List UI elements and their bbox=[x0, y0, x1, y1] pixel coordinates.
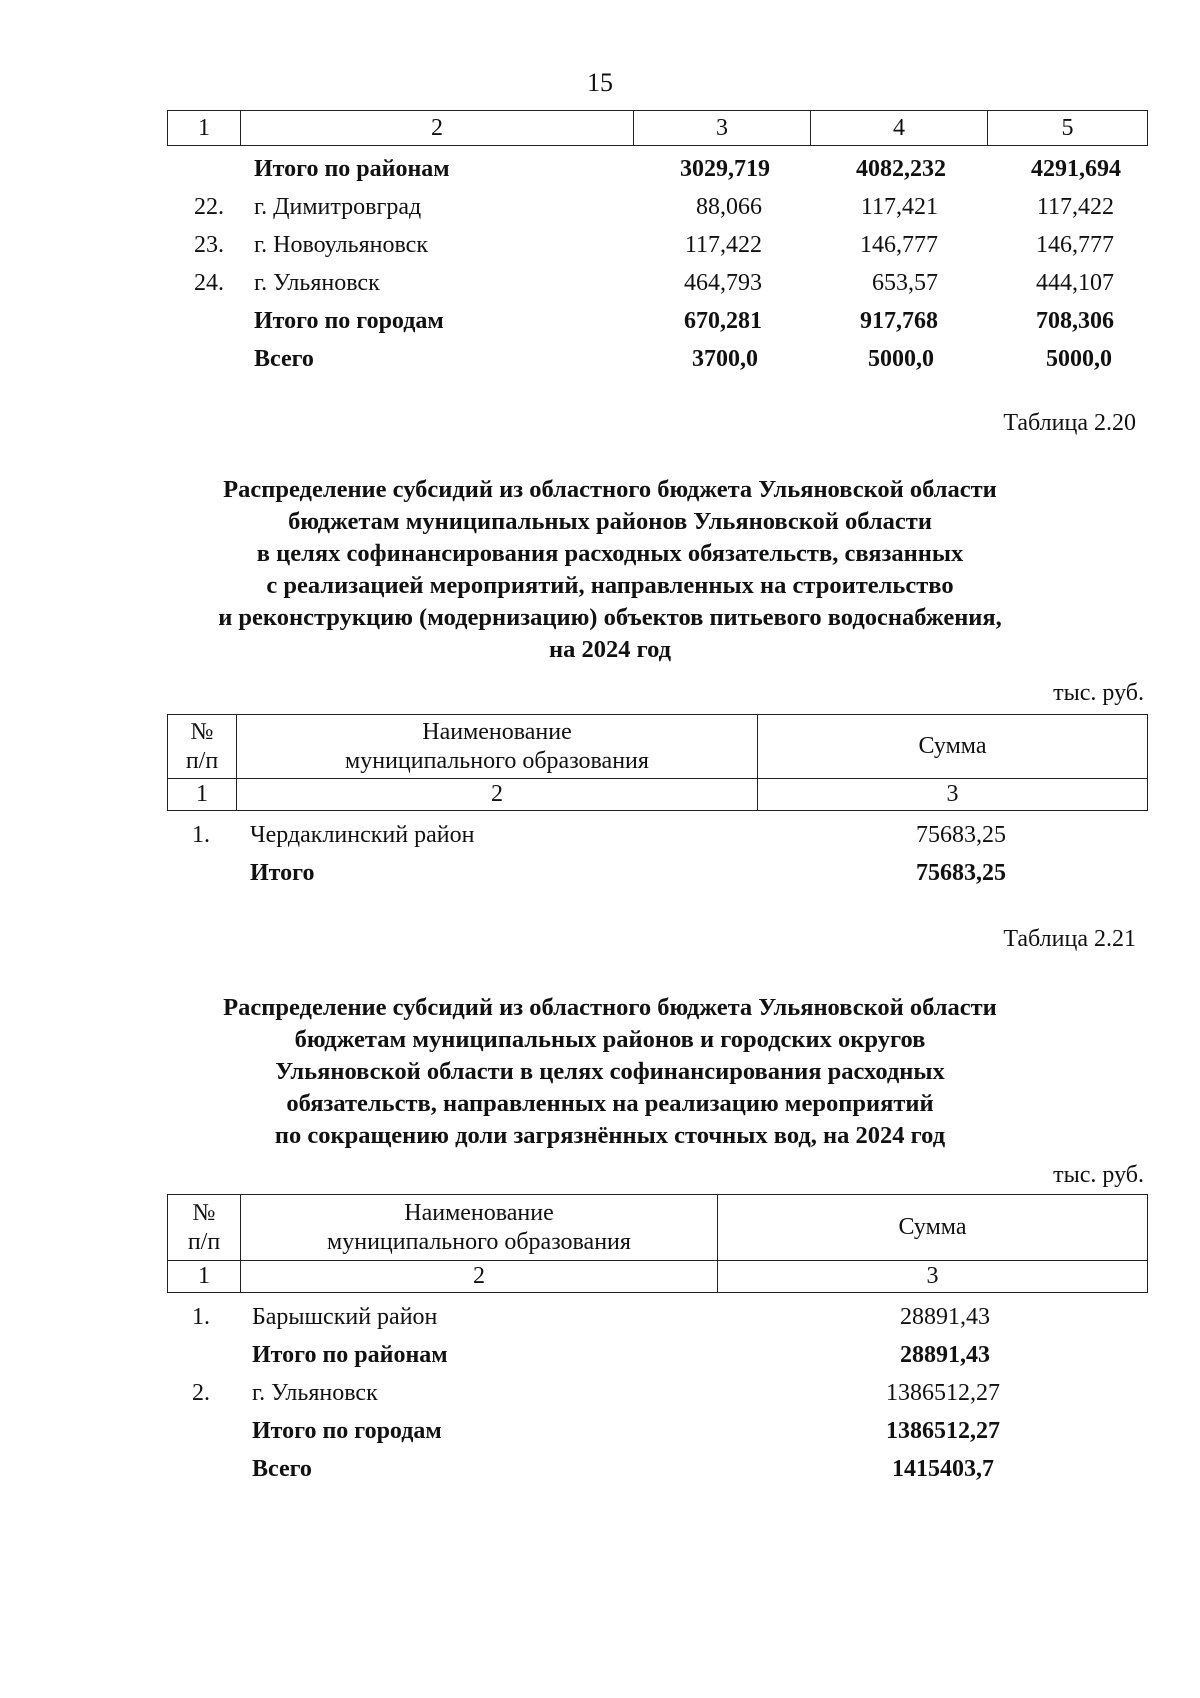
table1-header-cell: 5 bbox=[988, 111, 1148, 146]
table1-header bbox=[167, 110, 1148, 146]
col-name-line: муниципального образования bbox=[327, 1228, 631, 1255]
col-num-header bbox=[168, 1195, 241, 1261]
row-number: 2. bbox=[192, 1380, 210, 1406]
row-sum: 1415403,7 bbox=[892, 1456, 994, 1482]
row-name: г. Димитровград bbox=[254, 194, 422, 220]
col-name-header bbox=[237, 715, 758, 779]
index-cell: 2 bbox=[237, 779, 758, 811]
table-row bbox=[0, 1300, 1200, 1334]
table-row bbox=[0, 190, 1200, 224]
table1-header-cell: 4 bbox=[811, 111, 988, 146]
row-name: Итого bbox=[250, 860, 315, 886]
row-name: Итого по городам bbox=[254, 308, 444, 334]
col-name-line: муниципального образования bbox=[345, 747, 649, 774]
table1-header-cell: 2 bbox=[241, 111, 634, 146]
table1-header-cell: 1 bbox=[168, 111, 241, 146]
row-value-4: 917,768 bbox=[860, 308, 938, 334]
table-row bbox=[0, 1414, 1200, 1448]
title-line: с реализацией мероприятий, направленных на строительство bbox=[266, 572, 954, 599]
title-line: обязательств, направленных на реализацию мероприятий bbox=[286, 1090, 934, 1117]
col-num-line: № bbox=[192, 1199, 216, 1226]
table2-header bbox=[167, 714, 1148, 811]
row-value-3: 3029,719 bbox=[680, 156, 770, 182]
col-num-header bbox=[168, 715, 237, 779]
row-value-4: 117,421 bbox=[860, 194, 938, 220]
index-cell: 1 bbox=[168, 1261, 241, 1293]
row-name: Всего bbox=[254, 346, 314, 372]
title-line: Распределение субсидий из областного бюджета Ульяновской области bbox=[223, 476, 997, 503]
row-number: 1. bbox=[192, 822, 210, 848]
row-value-4: 5000,0 bbox=[868, 346, 934, 372]
col-name-line: Наименование bbox=[422, 718, 572, 745]
table-row bbox=[0, 266, 1200, 300]
col-num-line: № bbox=[190, 718, 214, 745]
table-row bbox=[0, 818, 1200, 852]
row-value-4: 146,777 bbox=[860, 232, 938, 258]
col-num-line: п/п bbox=[187, 1228, 221, 1255]
col-name-line: Наименование bbox=[404, 1199, 554, 1226]
title-line: Ульяновской области в целях софинансирования расходных bbox=[275, 1058, 945, 1085]
row-sum: 75683,25 bbox=[916, 860, 1006, 886]
row-number: 23. bbox=[194, 232, 224, 258]
title-line: на 2024 год bbox=[548, 636, 672, 663]
index-cell: 3 bbox=[718, 1261, 1148, 1293]
title-line: бюджетам муниципальных районов Ульяновской области bbox=[288, 508, 932, 535]
table1-header-cell: 3 bbox=[634, 111, 811, 146]
row-sum: 28891,43 bbox=[900, 1304, 990, 1330]
table2-title bbox=[150, 474, 1070, 666]
title-line: бюджетам муниципальных районов и городских округов bbox=[294, 1026, 926, 1053]
col-num-line: п/п bbox=[185, 747, 219, 774]
row-name: г. Новоульяновск bbox=[254, 232, 428, 258]
row-sum: 1386512,27 bbox=[886, 1418, 1000, 1444]
row-sum: 1386512,27 bbox=[886, 1380, 1000, 1406]
row-name: г. Ульяновск bbox=[254, 270, 380, 296]
col-sum-header: Сумма bbox=[758, 715, 1148, 779]
row-value-4: 4082,232 bbox=[856, 156, 946, 182]
row-sum: 28891,43 bbox=[900, 1342, 990, 1368]
row-name: Итого по городам bbox=[252, 1418, 442, 1444]
row-value-5: 708,306 bbox=[1036, 308, 1114, 334]
row-value-4: 653,57 bbox=[872, 270, 938, 296]
index-cell: 1 bbox=[168, 779, 237, 811]
table-row bbox=[0, 152, 1200, 186]
row-value-3: 117,422 bbox=[684, 232, 762, 258]
table-label: Таблица 2.20 bbox=[1003, 410, 1136, 436]
col-sum-header: Сумма bbox=[718, 1195, 1148, 1261]
row-value-5: 4291,694 bbox=[1031, 156, 1121, 182]
row-value-5: 444,107 bbox=[1036, 270, 1114, 296]
table-label: Таблица 2.21 bbox=[1003, 926, 1136, 952]
row-value-3: 464,793 bbox=[684, 270, 762, 296]
row-name: Итого по районам bbox=[254, 156, 450, 182]
table3-header bbox=[167, 1194, 1148, 1293]
title-line: и реконструкцию (модернизацию) объектов питьевого водоснабжения, bbox=[218, 604, 1002, 631]
row-sum: 75683,25 bbox=[916, 822, 1006, 848]
title-line: по сокращению доли загрязнённых сточных вод, на 2024 год bbox=[274, 1122, 946, 1149]
row-value-3: 88,066 bbox=[696, 194, 762, 220]
table-row bbox=[0, 342, 1200, 376]
row-number: 1. bbox=[192, 1304, 210, 1330]
row-name: Барышский район bbox=[252, 1304, 438, 1330]
row-value-5: 5000,0 bbox=[1046, 346, 1112, 372]
row-number: 24. bbox=[194, 270, 224, 296]
row-value-3: 670,281 bbox=[684, 308, 762, 334]
table-row bbox=[0, 304, 1200, 338]
units-label: тыс. руб. bbox=[1053, 1162, 1144, 1188]
page-number: 15 bbox=[587, 68, 613, 97]
title-line: в целях софинансирования расходных обязательств, связанных bbox=[256, 540, 964, 567]
row-number: 22. bbox=[194, 194, 224, 220]
index-cell: 2 bbox=[241, 1261, 718, 1293]
units-label: тыс. руб. bbox=[1053, 680, 1144, 706]
col-name-header bbox=[241, 1195, 718, 1261]
row-name: г. Ульяновск bbox=[252, 1380, 378, 1406]
row-value-5: 117,422 bbox=[1036, 194, 1114, 220]
table-row bbox=[0, 1338, 1200, 1372]
table-row bbox=[0, 1452, 1200, 1486]
row-name: Чердаклинский район bbox=[250, 822, 475, 848]
row-value-5: 146,777 bbox=[1036, 232, 1114, 258]
title-line: Распределение субсидий из областного бюджета Ульяновской области bbox=[223, 994, 997, 1021]
table-row bbox=[0, 228, 1200, 262]
row-name: Всего bbox=[252, 1456, 312, 1482]
table-row bbox=[0, 1376, 1200, 1410]
table-row bbox=[0, 856, 1200, 890]
index-cell: 3 bbox=[758, 779, 1148, 811]
row-name: Итого по районам bbox=[252, 1342, 448, 1368]
table3-title bbox=[150, 992, 1070, 1152]
row-value-3: 3700,0 bbox=[692, 346, 758, 372]
